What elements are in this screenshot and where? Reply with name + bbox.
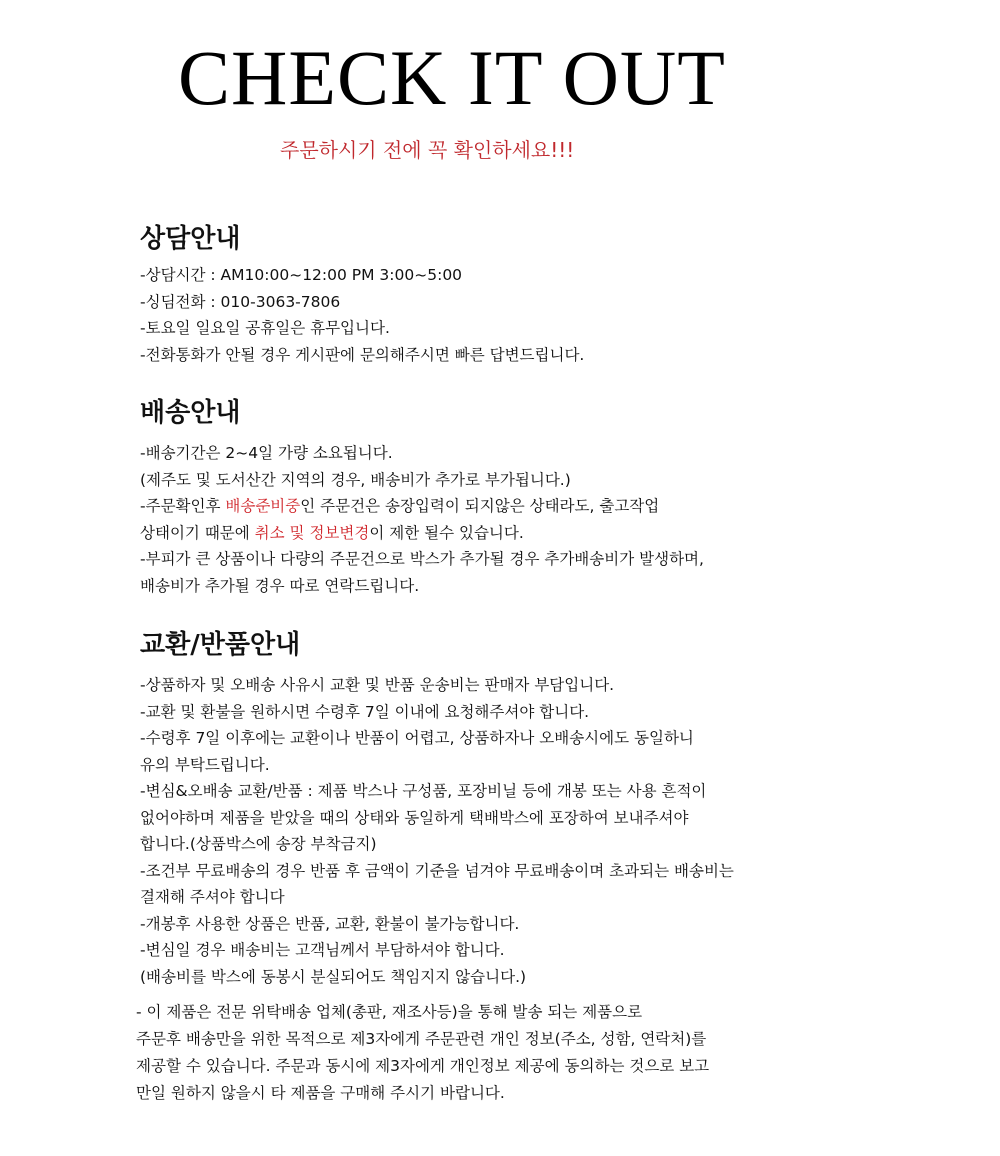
exchange-list — [140, 672, 940, 990]
delivery-heading: 배송안내 — [140, 398, 241, 428]
delivery-cancel-text: 상태이기 때문에 — [140, 523, 255, 542]
consultation-section — [140, 221, 940, 368]
delivery-section — [140, 395, 940, 599]
exchange-line: 합니다.(상품박스에 송장 부착금지) — [140, 835, 377, 853]
privacy-notice-line: 만일 원하지 않을시 타 제품을 구매해 주시기 바랍니다. — [136, 1084, 505, 1102]
privacy-notice-line: 주문후 배송만을 위한 목적으로 제3자에게 주문관련 개인 정보(주소, 성함, 연락처)를 — [136, 1030, 707, 1048]
exchange-line: -상품하자 및 오배송 사유시 교환 및 반품 운송비는 판매자 부담입니다. — [140, 676, 615, 694]
page-subtitle: 주문하시기 전에 꼭 확인하세요!!! — [280, 138, 575, 162]
privacy-notice — [136, 999, 709, 1107]
exchange-line: 유의 부탁드립니다. — [140, 755, 270, 774]
exchange-line: -수령후 7일 이후에는 교환이나 반품이 어렵고, 상품하자나 오배송시에도 동일하니 — [140, 729, 694, 747]
delivery-preparing-note — [140, 493, 940, 520]
consultation-phone: -싱딤전화 : 010-3063-7806 — [140, 292, 341, 311]
privacy-notice-line: 제공할 수 있습니다. 주문과 동시에 제3자에게 개인정보 제공에 동의하는 것으로 보고 — [136, 1057, 710, 1075]
consultation-list — [140, 262, 940, 368]
delivery-extra-box-note: -부피가 큰 상품이나 다량의 주문건으로 박스가 추가될 경우 추가배송비가 발생하며, — [140, 550, 704, 568]
delivery-preparing-highlight: 배송준비중 — [225, 497, 301, 515]
consultation-holiday-note: -토요일 일요일 공휴일은 휴무입니다. — [140, 319, 390, 337]
exchange-line: -개봉후 사용한 상품은 반품, 교환, 환불이 불가능합니다. — [140, 914, 520, 933]
privacy-notice-line: - 이 제품은 전문 위탁배송 업체(총판, 재조사등)을 통해 발송 되는 제품으로 — [136, 1003, 643, 1021]
exchange-section — [140, 627, 940, 990]
consultation-board-note: -전화통화가 안될 경우 게시판에 문의해주시면 빠른 답변드립니다. — [140, 345, 585, 364]
delivery-contact-note: 배송비가 추가될 경우 따로 연락드립니다. — [140, 576, 420, 595]
exchange-line: -교환 및 환불을 원하시면 수령후 7일 이내에 요청해주셔야 합니다. — [140, 702, 590, 721]
delivery-cancel-note — [140, 520, 940, 547]
page-title: CHECK IT OUT — [178, 34, 726, 121]
exchange-line: (배송비를 박스에 동봉시 분실되어도 책임지지 않습니다.) — [140, 967, 527, 986]
delivery-cancel-text-end: 이 제한 될수 있습니다. — [369, 523, 524, 542]
delivery-preparing-text-end: 인 주문건은 송장입력이 되지않은 상태라도, 출고작업 — [300, 497, 660, 515]
delivery-island-note: (제주도 및 도서산간 지역의 경우, 배송비가 추가로 부가됩니다.) — [140, 470, 571, 489]
exchange-line: 없어야하며 제품을 받았을 때의 상태와 동일하게 택배박스에 포장하여 보내주셔야 — [140, 808, 689, 827]
consultation-heading: 상담안내 — [140, 224, 241, 254]
exchange-line: -조건부 무료배송의 경우 반품 후 금액이 기준을 넘겨야 무료배송이며 초과되는 배송비는 — [140, 861, 734, 880]
delivery-list — [140, 440, 940, 599]
exchange-line: -변심일 경우 배송비는 고객님께서 부담하셔야 합니다. — [140, 941, 505, 959]
exchange-line: 결재해 주셔야 합니다 — [140, 888, 285, 906]
delivery-period: -배송기간은 2~4일 가량 소요됩니다. — [140, 444, 393, 462]
exchange-heading: 교환/반품안내 — [140, 630, 301, 660]
exchange-line: -변심&오배송 교환/반품 : 제품 박스나 구성품, 포장비닐 등에 개봉 또는 사용 흔적이 — [140, 782, 707, 800]
delivery-preparing-text: -주문확인후 — [140, 497, 226, 515]
consultation-hours: -상담시간 : AM10:00~12:00 PM 3:00~5:00 — [140, 266, 463, 284]
delivery-cancel-highlight: 취소 및 정보변경 — [254, 523, 370, 542]
